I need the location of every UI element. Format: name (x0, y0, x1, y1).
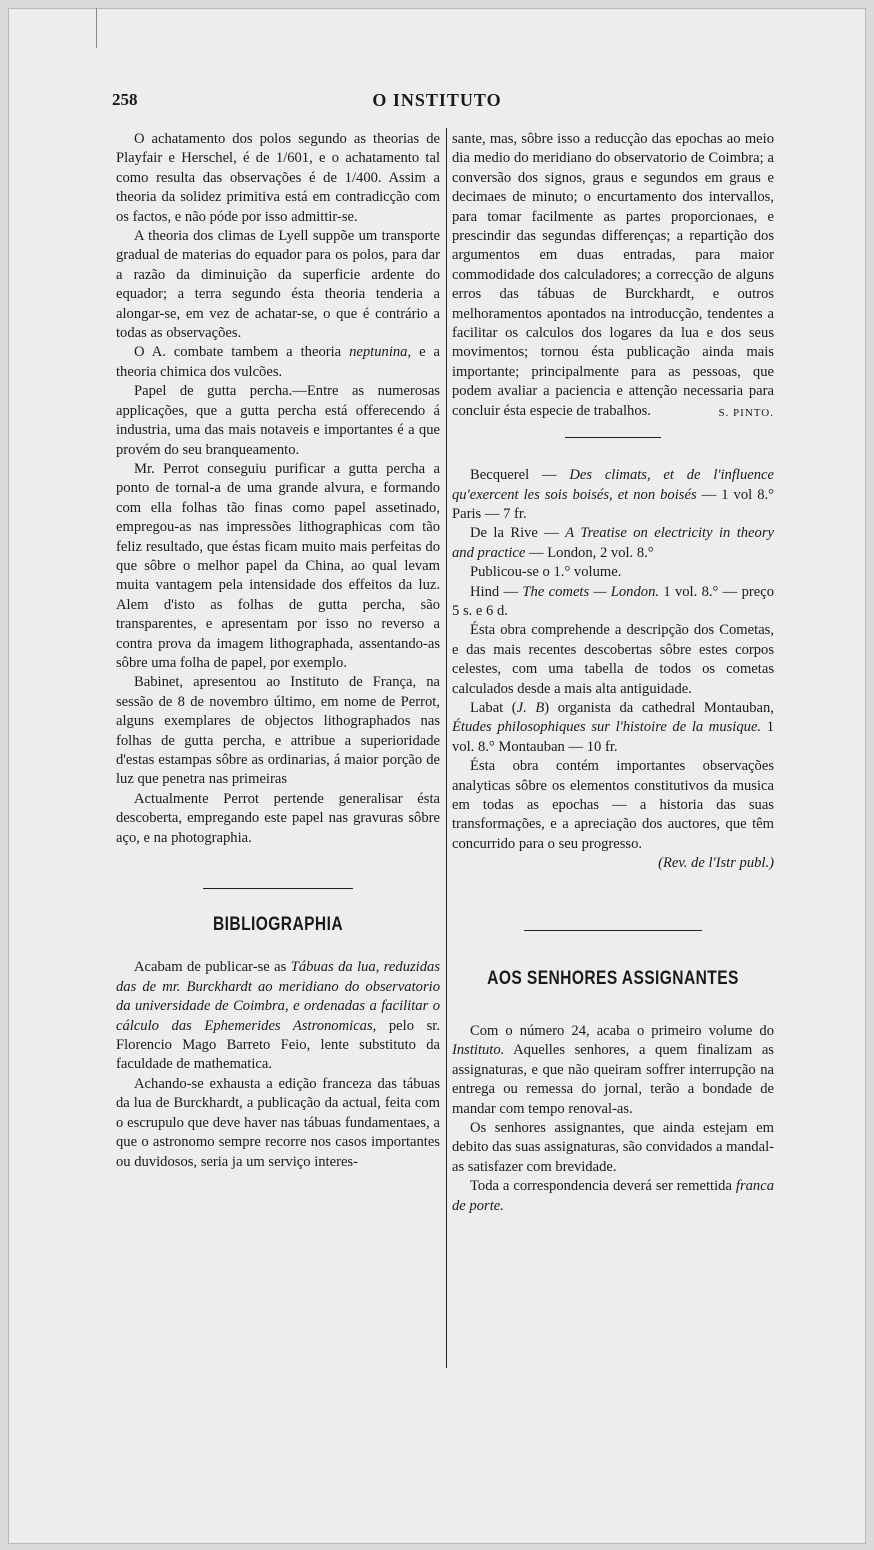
article-title: Papel de gutta percha. (134, 383, 293, 400)
paragraph: sante, mas, sôbre isso a reducção das epochas ao meio dia medio do meridiano do observatorio de Coimbra; a conversão dos signos, graus e segundos em graus e decimaes de minuto; o encurtamento dos intervallos, para tomar facilmente as partes proporcionaes, e prescindir das segundas differenças; a repartição dos argumentos em duas entradas, para maior commodidade dos calculadores; a correcção de alguns erros das tábuas de Burckhardt, e outros melhoramentos apontados na introducção, tendentes a facilitar os calculos dos logares da lua e dos seus movimentos; tornou ésta publicação ainda mais importante; principalmente para as pessoas, que podem avaliar a paciencia e attenção necessaria para concluir ésta especie de trabalhos. S. PINTO. (452, 130, 774, 421)
section-rule (203, 888, 353, 889)
reference-note: Ésta obra comprehende a descripção dos Cometas, e das mais recentes descobertas sôbre estes corpos celestes, com uma tabella de todos os cometas calculados desde a mais alta antiguidade. (452, 622, 774, 697)
section-heading-bibliographia: BIBLIOGRAPHIA (213, 914, 343, 936)
reference-note: Ésta obra contém importantes observações analyticas sôbre os elementos constitutivos da musica em todas as epochas — a historia das suas transformações, e a apreciação dos auctores, que têm concurrido para o seu progresso. (452, 758, 774, 852)
paragraph: Com o número 24, acaba o primeiro volume do Instituto. Aquelles senhores, a quem finalizam as assignaturas, e que não queiram soffrer interrupção na entrega ou remessa do jornal, terão a bondade de mandar com tempo renoval-as. (452, 1023, 774, 1117)
paragraph: O achatamento dos polos segundo as theorias de Playfair e Herschel, é de 1/601, e o achatamento tal como resulta das observações é de 1/400. Assim a theoria da solidez primitiva está em contradicção com os factos, e não póde por isso admittir-se. (116, 131, 440, 225)
reference-entry: Becquerel — Des climats, et de l'influence qu'exercent les sois boisés, et non boisés — 1 vol 8.° Paris — 7 fr. (452, 467, 774, 522)
page-header (0, 90, 874, 114)
section-rule (565, 437, 661, 438)
paragraph: Babinet, apresentou ao Instituto de França, na sessão de 8 de novembro último, em nome de Perrot, alguns exemplares de objectos lithographados nas folhas de gutta percha, e attribue a superioridade d'estas estampas sôbre as ordinarias, á maior porção de luz que penetra nas primeiras (116, 674, 440, 788)
source-citation: (Rev. de l'Istr publ.) (658, 855, 774, 872)
paragraph: Toda a correspondencia deverá ser remettida franca de porte. (452, 1178, 774, 1214)
paragraph: Achando-se exhausta a edição franceza das tábuas da lua de Burckhardt, a publicação da actual, feita com o escrupulo que deve haver nas tábuas fundamentaes, a que o astronomo sempre recorre nos casos importantes ou duvidosos, seria ja um serviço interes- (116, 1075, 440, 1170)
paragraph: Mr. Perrot conseguiu purificar a gutta percha a ponto de tornal-a de uma grande alvura, e formando com ella folhas tão finas como papel assetinado, empregou-as nas impressões lithographicas com tão feliz resultado, que éstas ficam muito mais perfeitas do que sôbre o melhor papel da China, ao qual levam muita vantagem pela intensidade dos effeitos da luz. Alem d'isto as folhas de gutta percha, são transparentes, e apresentam por isso no reverso a contra prova da imagem lithographada, assentando-as sôbre uma folha de papel, por exemplo. (116, 460, 440, 671)
paragraph: Os senhores assignantes, que ainda estejam em debito das suas assignaturas, são convidados a mandal-as satisfazer com brevidade. (452, 1120, 774, 1175)
paragraph: Papel de gutta percha.—Entre as numerosas applicações, que a gutta percha está offerecendo á industria, uma das mais notaveis e importantes é a que provém do seu branqueamento. (116, 383, 440, 458)
left-column (116, 130, 440, 1172)
column-divider (446, 128, 447, 1368)
paragraph: O A. combate tambem a theoria neptunina, e a theoria chimica dos vulcões. (116, 344, 440, 380)
reference-entry: Labat (J. B) organista da cathedral Montauban, Études philosophiques sur l'histoire de la musique. 1 vol. 8.° Montauban — 10 fr. (452, 699, 774, 755)
paper-crease (96, 8, 101, 48)
reference-note: Publicou-se o 1.° volume. (470, 564, 622, 581)
page-number: 258 (112, 90, 138, 109)
journal-title: O INSTITUTO (372, 90, 502, 110)
section-heading-assignantes: AOS SENHORES ASSIGNANTES (487, 967, 739, 989)
reference-entry: Hind — The comets — London. 1 vol. 8.° — preço 5 s. e 6 d. (452, 583, 775, 619)
author-signature: S. PINTO. (718, 406, 774, 419)
right-column (452, 130, 774, 1216)
paragraph: Acabam de publicar-se as Tábuas da lua, reduzidas das de mr. Burckhardt ao meridiano do observatorio da universidade de Coimbra, e ordenadas a facilitar o cálculo das Ephemerides Astronomicas, pelo sr. Florencio Mago Barreto Feio, lente substituto da faculdade de mathematica. (116, 959, 440, 1073)
paragraph: Actualmente Perrot pertende generalisar ésta descoberta, empregando este papel nas gravuras sôbre aço, e na photographia. (116, 790, 440, 846)
section-rule (524, 930, 702, 931)
reference-entry: De la Rive — A Treatise on electricity in theory and practice — London, 2 vol. 8.° (452, 525, 774, 561)
paragraph: A theoria dos climas de Lyell suppõe um transporte gradual de materias do equador para os polos, para dar a razão da diminuição da superficie ardente do equador; a terra segundo ésta theoria tenderia a alongar-se, em vez de achatar-se, o que é contrário a todas as observações. (116, 228, 440, 342)
